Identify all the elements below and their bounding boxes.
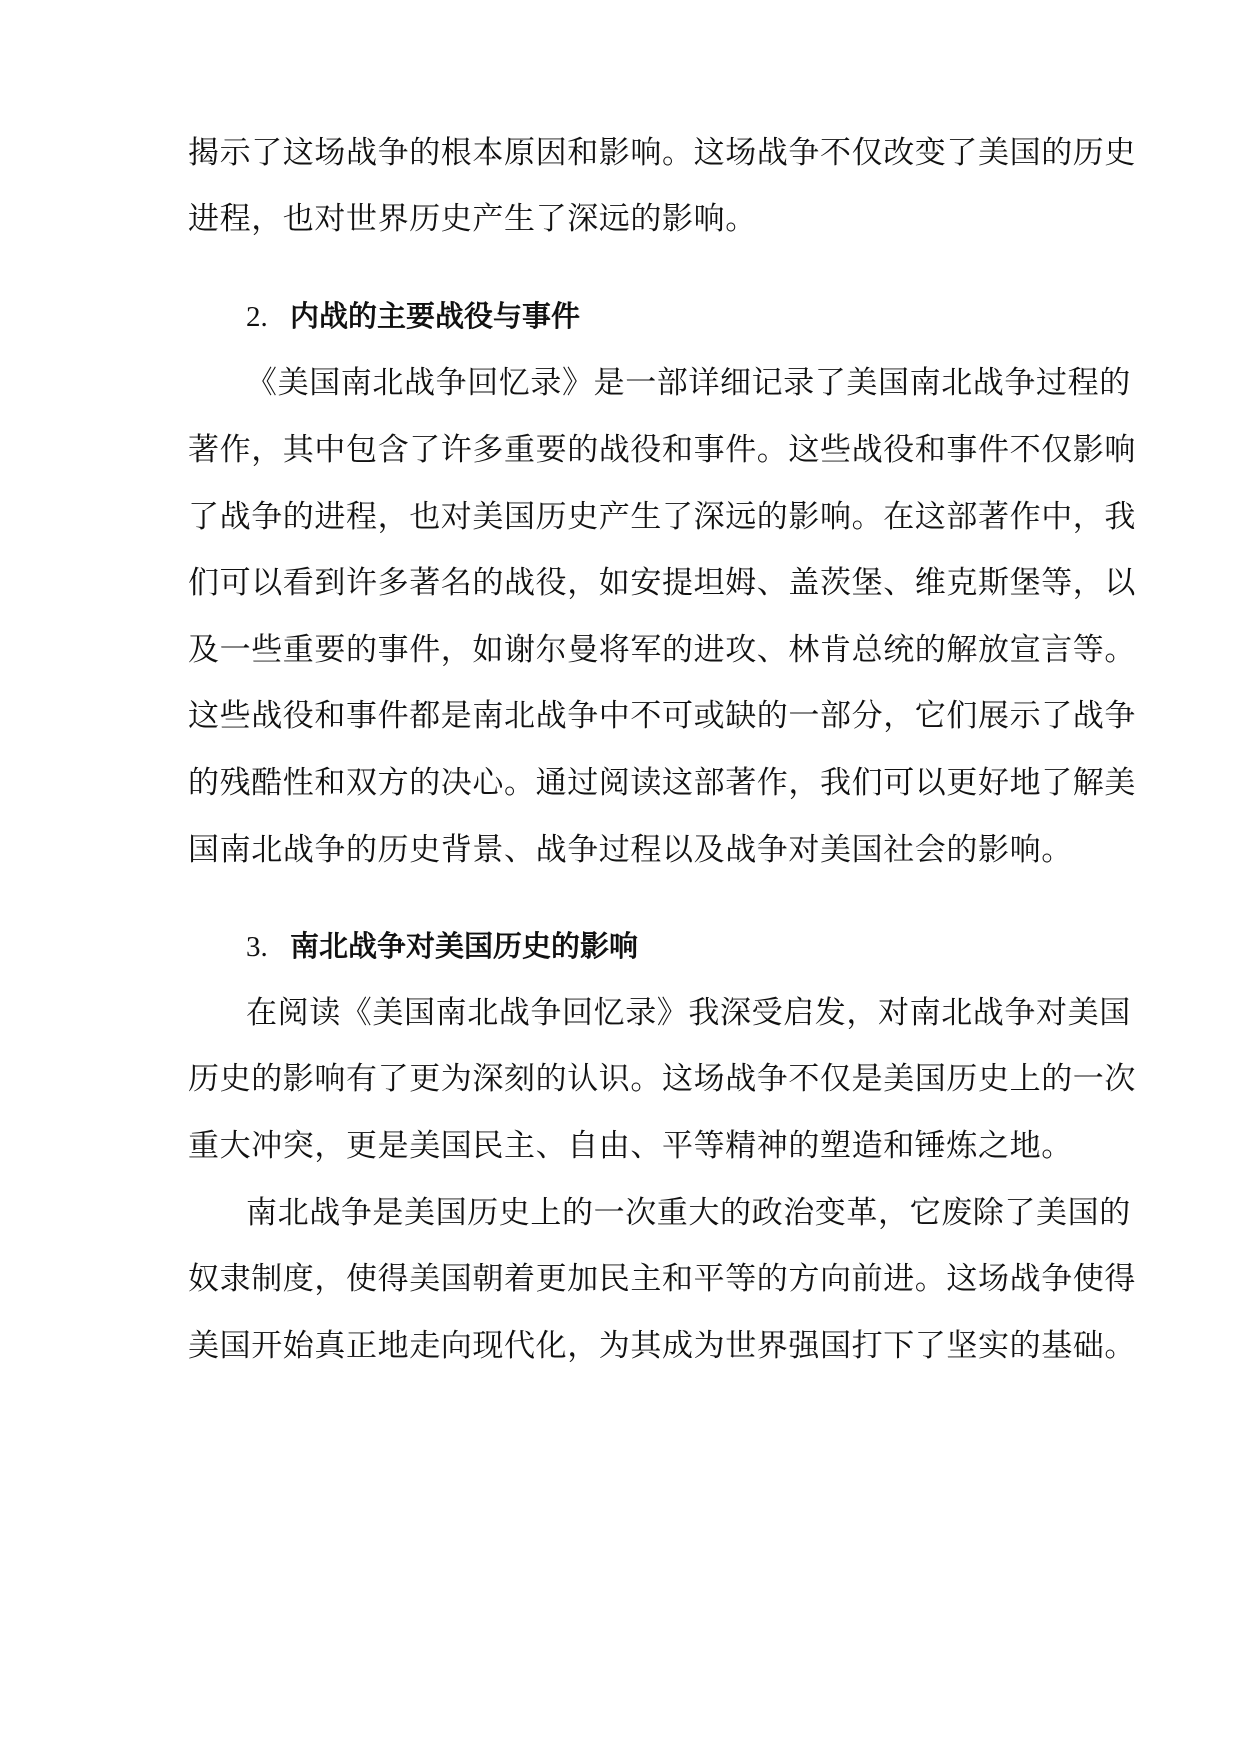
paragraph-line: 在阅读《美国南北战争回忆录》我深受启发，对南北战争对美国 — [246, 995, 1131, 1031]
paragraph-line: 重大冲突，更是美国民主、自由、平等精神的塑造和锤炼之地。 — [188, 1128, 1073, 1164]
section-heading-2 — [246, 294, 580, 338]
section-heading-3 — [246, 924, 638, 968]
paragraph-line: 南北战争是美国历史上的一次重大的政治变革，它废除了美国的 — [246, 1195, 1131, 1231]
paragraph-line: 美国开始真正地走向现代化，为其成为世界强国打下了坚实的基础。 — [188, 1328, 1136, 1364]
paragraph-line: 及一些重要的事件，如谢尔曼将军的进攻、林肯总统的解放宣言等。 — [188, 632, 1136, 668]
paragraph-line: 进程，也对世界历史产生了深远的影响。 — [188, 201, 757, 237]
section-title: 内战的主要战役与事件 — [290, 299, 581, 333]
paragraph-line: 国南北战争的历史背景、战争过程以及战争对美国社会的影响。 — [188, 832, 1073, 868]
paragraph-line: 这些战役和事件都是南北战争中不可或缺的一部分，它们展示了战争 — [188, 698, 1136, 734]
paragraph-line: 奴隶制度，使得美国朝着更加民主和平等的方向前进。这场战争使得 — [188, 1261, 1136, 1297]
paragraph-line: 的残酷性和双方的决心。通过阅读这部著作，我们可以更好地了解美 — [188, 765, 1136, 801]
paragraph-line: 了战争的进程，也对美国历史产生了深远的影响。在这部著作中，我 — [188, 499, 1136, 535]
section-number: 3. — [246, 931, 268, 963]
section-title: 南北战争对美国历史的影响 — [290, 929, 639, 963]
paragraph-line: 揭示了这场战争的根本原因和影响。这场战争不仅改变了美国的历史 — [188, 135, 1136, 171]
section-number: 2. — [246, 301, 268, 333]
paragraph-line: 们可以看到许多著名的战役，如安提坦姆、盖茨堡、维克斯堡等，以 — [188, 565, 1136, 601]
paragraph-line: 历史的影响有了更为深刻的认识。这场战争不仅是美国历史上的一次 — [188, 1061, 1136, 1097]
paragraph-line: 《美国南北战争回忆录》是一部详细记录了美国南北战争过程的 — [246, 365, 1131, 401]
paragraph-line: 著作，其中包含了许多重要的战役和事件。这些战役和事件不仅影响 — [188, 432, 1136, 468]
